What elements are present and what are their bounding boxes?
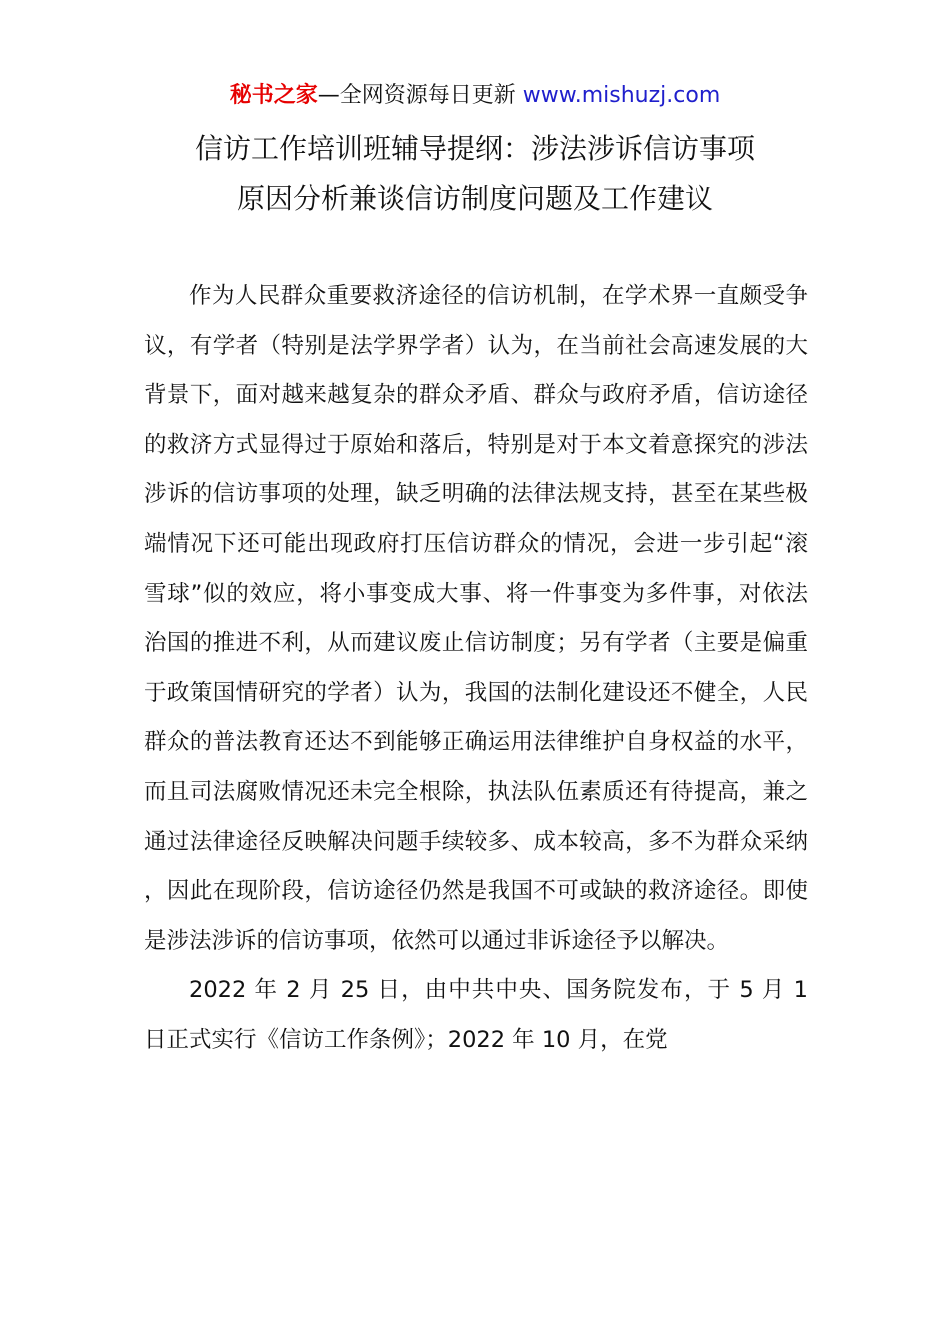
paragraph-2: 2022 年 2 月 25 日，由中共中央、国务院发布，于 5 月 1 日正式实行《信访工作条例》；2022 年 10 月，在党 [144, 977, 808, 1053]
brand-name: 秘书之家 [229, 83, 318, 108]
title-line-2: 原因分析兼谈信访制度问题及工作建议 [236, 182, 713, 215]
paragraph-1: 作为人民群众重要救济途径的信访机制，在学术界一直颇受争议，有学者（特别是法学界学者）认为，在当前社会高速发展的大背景下，面对越来越复杂的群众矛盾、群众与政府矛盾，信访途径的救济方式显得过于原始和落后，特别是对于本文着意探究的涉法涉诉的信访事项的处理，缺乏明确的法律法规支持，甚至在某些极端情况下还可能出现政府打压信访群众的情况，会进一步引起“滚雪球”似的效应，将小事变成大事、将一件事变为多件事，对依法治国的推进不利，从而建议废止信访制度；另有学者（主要是偏重于政策国情研究的学者）认为，我国的法制化建设还不健全，人民群众的普法教育还达不到能够正确运用法律维护自身权益的水平，而且司法腐败情况还未完全根除，执法队伍素质还有待提高，兼之通过法律途径反映解决问题手续较多、成本较高，多不为群众采纳，因此在现阶段，信访途径仍然是我国不可或缺的救济途径。即使是涉法涉诉的信访事项，依然可以通过非诉途径予以解决。 [144, 283, 808, 954]
site-header [0, 80, 950, 112]
title-line-1: 信访工作培训班辅导提纲：涉法涉诉信访事项 [194, 132, 755, 165]
document-body [144, 272, 808, 1066]
header-tagline: —全网资源每日更新 [317, 83, 523, 108]
site-url[interactable]: www.mishuzj.com [522, 83, 721, 108]
document-title [0, 124, 950, 224]
